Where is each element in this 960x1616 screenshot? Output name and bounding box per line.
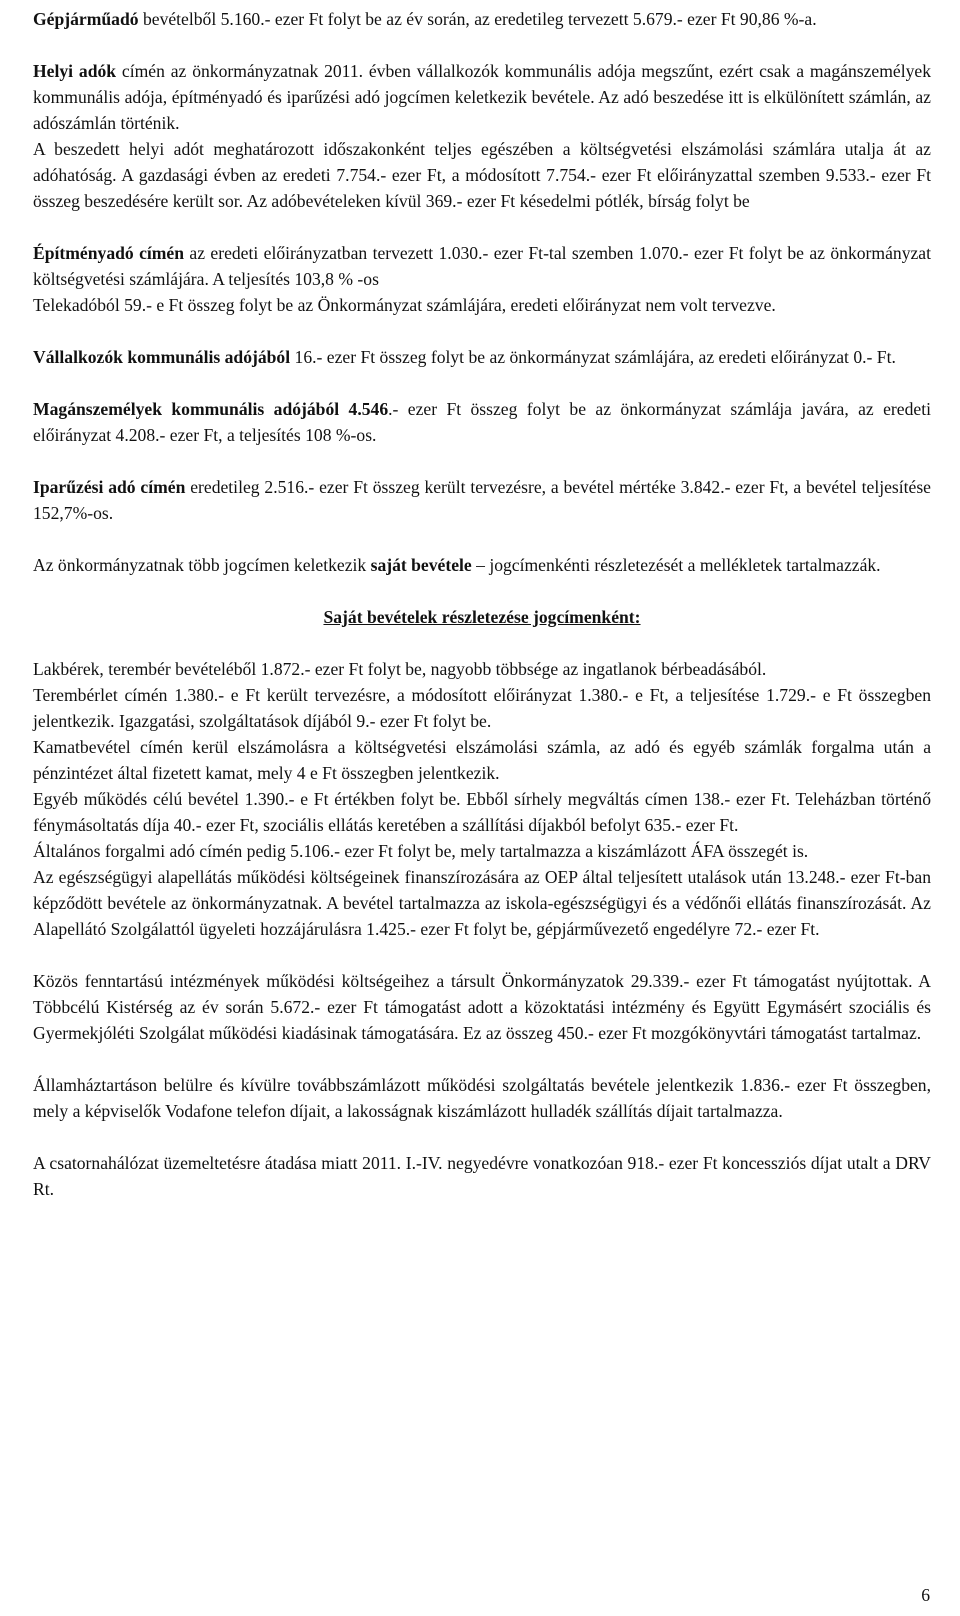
paragraph-text: az eredeti előirányzatban tervezett 1.030.- ezer Ft-tal szemben 1.070.- ezer Ft folyt be az önkormányzat költségvetési számlájára. A teljesítés 103,8 % -os bbox=[33, 243, 931, 289]
paragraph-helyi-adok bbox=[33, 58, 931, 136]
detail-allamhaztartas: Államháztartáson belülre és kívülre továbbszámlázott működési szolgáltatás bevétele jelentkezik 1.836.- ezer Ft összegben, mely a képviselők Vodafone telefon díjait, a lakosságnak kiszámlázott hulladék szállítás díjait tartalmazza. bbox=[33, 1075, 931, 1121]
paragraph-beszedett bbox=[33, 136, 931, 214]
bold-lead: Építményadó címén bbox=[33, 243, 185, 263]
paragraph-epitmenyado bbox=[33, 240, 931, 292]
paragraph-text: címén az önkormányzatnak 2011. évben vállalkozók kommunális adója megszűnt, ezért csak a magánszemélyek kommunális adója, építményadó és iparűzési adó jogcímen keletkezik bevétele. Az adó beszedése itt is elkülönített számlán, az adószámlán történik. bbox=[33, 61, 931, 133]
paragraph-text: eredetileg 2.516.- ezer Ft összeg került tervezésre, a bevétel mértéke 3.842.- ezer Ft, a bevétel teljesítése 152,7%-os. bbox=[33, 477, 931, 523]
paragraph-text-after: – jogcímenkénti részletezését a mellékletek tartalmazzák. bbox=[471, 555, 881, 575]
detail-afa: Általános forgalmi adó címén pedig 5.106.- ezer Ft folyt be, mely tartalmazza a kiszámlázott ÁFA összegét is. bbox=[33, 841, 809, 861]
bold-lead: Vállalkozók kommunális adójából bbox=[33, 347, 291, 367]
bold-lead: Magánszemélyek kommunális adójából 4.546 bbox=[33, 399, 389, 419]
detail-csatorna: A csatornahálózat üzemeltetésre átadása miatt 2011. I.-IV. negyedévre vonatkozóan 918.- ezer Ft koncessziós díjat utalt a DRV Rt. bbox=[33, 1153, 931, 1199]
paragraph-text: 16.- ezer Ft összeg folyt be az önkormányzat számlájára, az eredeti előirányzat 0.- Ft. bbox=[290, 347, 896, 367]
bold-lead: Iparűzési adó címén bbox=[33, 477, 186, 497]
page-number: 6 bbox=[921, 1585, 930, 1605]
bold-mid: saját bevétele bbox=[370, 555, 472, 575]
bold-lead: Gépjárműadó bbox=[33, 9, 139, 29]
bold-lead: Helyi adók bbox=[33, 61, 117, 81]
section-heading: Saját bevételek részletezése jogcímenként: bbox=[323, 607, 641, 627]
paragraph-text: .- ezer Ft összeg folyt be az önkormányzat számlája javára, az eredeti előirányzat 4.208.- ezer Ft, a teljesítés 108 %-os. bbox=[33, 399, 931, 445]
paragraph-text: Telekadóból 59.- e Ft összeg folyt be az Önkormányzat számlájára, eredeti előirányzat nem volt tervezve. bbox=[33, 295, 776, 315]
paragraph-text: A beszedett helyi adót meghatározott időszakonként teljes egészében a költségvetési elszámolási számlára utalja át az adóhatóság. A gazdasági évben az eredeti 7.754.- ezer Ft, a módosított 7.754.- ezer Ft előirányzattal szemben 9.533.- ezer Ft összeg beszedésére került sor. Az adóbevételeken kívül 369.- ezer Ft késedelmi pótlék, bírság folyt be bbox=[33, 139, 931, 211]
paragraph-text: Az önkormányzatnak több jogcímen keletkezik bbox=[33, 555, 371, 575]
detail-oep: Az egészségügyi alapellátás működési költségeinek finanszírozására az OEP által teljesített utalások után 13.248.- ezer Ft-ban képződött bevétele az önkormányzatnak. A bevétel tartalmazza az iskola-egészségügyi és a védőnői ellátás finanszírozását. Az Alapellátó Szolgálattól ügyeleti hozzájárulásra 1.425.- ezer Ft folyt be, gépjárművezető engedélyre 72.- ezer Ft. bbox=[33, 867, 931, 939]
detail-egyeb: Egyéb működés célú bevétel 1.390.- e Ft értékben folyt be. Ebből sírhely megváltás címen 138.- ezer Ft. Teleházban történő fénymásoltatás díja 40.- ezer Ft, szociális ellátás keretében a szállítási díjakból befolyt 635.- ezer Ft. bbox=[33, 789, 931, 835]
paragraph-maganszemelyek bbox=[33, 396, 931, 448]
detail-kozos: Közös fenntartású intézmények működési költségeihez a társult Önkormányzatok 29.339.- ezer Ft támogatást nyújtottak. A Többcélú Kistérség az év során 5.672.- ezer Ft támogatást adott a közoktatási intézmény és Együtt Egymásért szociális és Gyermekjóléti Szolgálat működési kiadásinak támogatására. Ez az összeg 450.- ezer Ft mozgókönyvtári támogatást tartalmaz. bbox=[33, 971, 931, 1043]
paragraph-gepjarmuado bbox=[33, 6, 931, 32]
paragraph-telekado bbox=[33, 292, 931, 318]
paragraph-text: bevételből 5.160.- ezer Ft folyt be az év során, az eredetileg tervezett 5.679.- ezer Ft 90,86 %-a. bbox=[138, 9, 817, 29]
paragraph-sajat-bevetel bbox=[33, 552, 931, 578]
detail-kamat: Kamatbevétel címén kerül elszámolásra a költségvetési elszámolási számla, az adó és egyéb számlák forgalma után a pénzintézet által fizetett kamat, mely 4 e Ft összegben jelentkezik. bbox=[33, 737, 931, 783]
detail-terembérlet: Terembérlet címén 1.380.- e Ft került tervezésre, a módosított előirányzat 1.380.- e Ft, a teljesítése 1.729.- e Ft összegben jelentkezik. Igazgatási, szolgáltatások díjából 9.- ezer Ft folyt be. bbox=[33, 685, 931, 731]
paragraph-iparuzesi bbox=[33, 474, 931, 526]
detail-lakberek: Lakbérek, terembér bevételéből 1.872.- ezer Ft folyt be, nagyobb többsége az ingatlanok bérbeadásából. bbox=[33, 659, 767, 679]
paragraph-vallalkozok bbox=[33, 344, 931, 370]
